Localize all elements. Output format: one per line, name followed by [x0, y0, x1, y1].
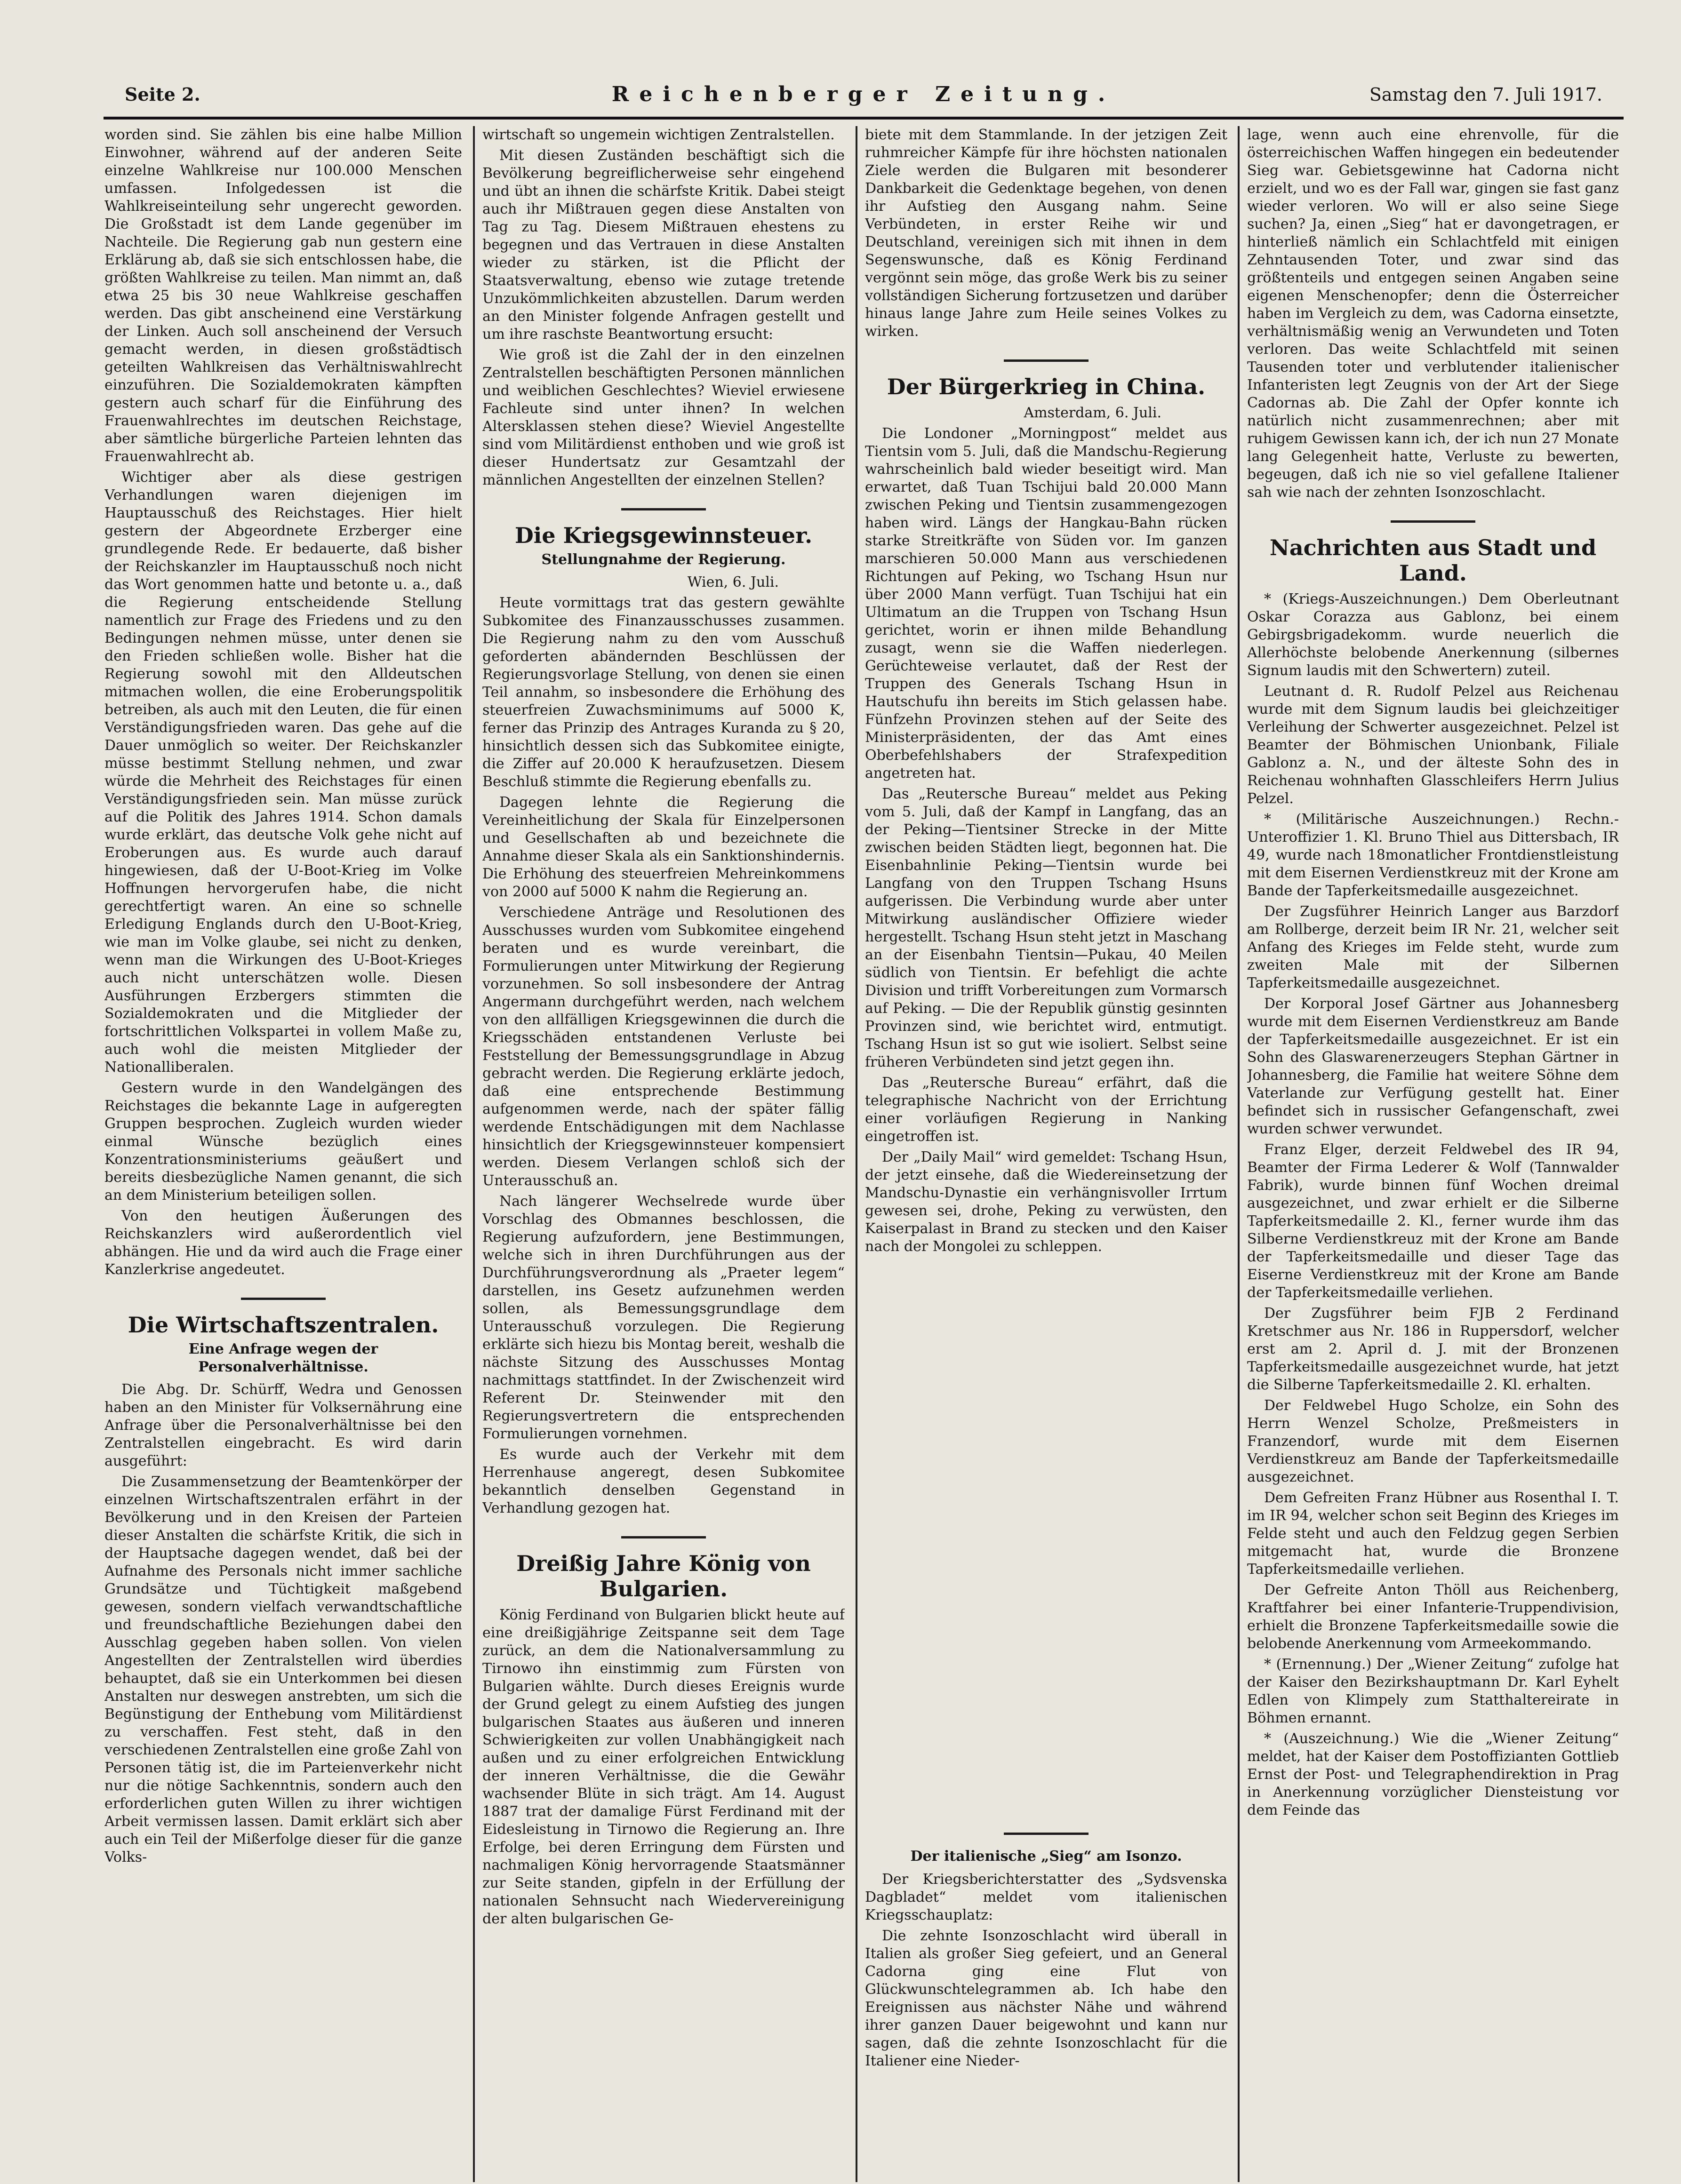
- section-heading: [482, 1536, 845, 1602]
- paragraph: Das „Reutersche Bureau“ meldet aus Peking vom 5. Juli, daß der Kampf in Langfang, das an der Peking—Tientsiner Strecke in der Mitte zwischen beiden Städten liegt, begonnen hat. Die Eisenbahnlinie Peking—Tientsin wurde bei Langfang von den Truppen Tschang Hsuns aufgerissen. Die Verbindung wurde aber unter Mitwirkung ausländischer Offiziere wieder hergestellt. Tschang Hsun steht jetzt in Maschang an der Eisenbahn Tientsin—Pukau, 40 Meilen südlich von Tientsin. Er befehligt die achte Division und trifft Vorbereitungen zum Vormarsch auf Peking. — Die der Republik günstig gesinnten Provinzen sind, wie berichtet wird, entmutigt. Tschang Hsun ist so gut wie isoliert. Selbst seine früheren Verbündeten sind jetzt gegen ihn.: [865, 786, 1227, 1070]
- paragraph: * (Ernennung.) Der „Wiener Zeitung“ zufolge hat der Kaiser den Bezirkshauptmann Dr. Karl Eyhelt Edlen von Klimpely zum Statthaltereirate in Böhmen ernannt.: [1247, 1656, 1619, 1726]
- paragraph: Dem Gefreiten Franz Hübner aus Rosenthal I. T. im IR 94, welcher schon seit Beginn des Krieges im Felde steht und auch den Feldzug gegen Serbien mitgemacht hat, wurde die Bronzene Tapferkeitsmedaille verliehen.: [1247, 1490, 1619, 1578]
- issue-date: Samstag den 7. Juli 1917.: [1369, 84, 1602, 105]
- paragraph: Leutnant d. R. Rudolf Pelzel aus Reichenau wurde mit dem Signum laudis bei gleichzeitiger Verleihung der Schwerter ausgezeichnet. Pelzel ist Beamter der Böhmischen Unionbank, Filiale Gablonz a. N., und der älteste Sohn des in Reichenau wohnhaften Glasschleifers Herrn Julius Pelzel.: [1247, 683, 1619, 807]
- section-title: Der Bürgerkrieg in China.: [887, 374, 1206, 399]
- paragraph: Der Zugsführer beim FJB 2 Ferdinand Kretschmer aus Nr. 186 in Ruppersdorf, welcher erst am 2. April d. J. mit der Bronzenen Tapferkeitsmedaille ausgezeichnet wurde, hat jetzt die Silberne Tapferkeitsmedaille 2. Kl. erhalten.: [1247, 1305, 1619, 1393]
- paragraph: Der „Daily Mail“ wird gemeldet: Tschang Hsun, der jetzt einsehe, daß die Wiedereinsetzung der Mandschu-Dynastie ein verhängnisvoller Irrtum gewesen sei, drohe, Peking zu verwüsten, den Kaiserpalast in Brand zu stecken und den Kaiser nach der Mongolei zu schleppen.: [865, 1149, 1227, 1255]
- column-4: [1247, 126, 1619, 2182]
- section-heading: [482, 508, 845, 569]
- section-heading: [104, 1298, 462, 1376]
- column-1: [104, 126, 462, 2182]
- paragraph: biete mit dem Stammlande. In der jetzigen Zeit ruhmreicher Kämpfe für ihre höchsten nationalen Ziele werden die Bulgaren mit besonderer Dankbarkeit die Gedenktage begehen, von denen ihr Aufstieg den Ausgang nahm. Seine Verbündeten, in erster Reihe wir und Deutschland, vereinigen sich mit ihnen in dem Segenswunsche, daß es König Ferdinand vergönnt sein möge, das große Werk bis zu seiner vollständigen Sicherung fortzusetzen und darüber hinaus lange Jahre zum Heile seines Volkes zu wirken.: [865, 127, 1227, 340]
- paragraph: Das „Reutersche Bureau“ erfährt, daß die telegraphische Nachricht von der Errichtung einer vorläufigen Regierung in Nanking eingetroffen ist.: [865, 1075, 1227, 1145]
- paragraph: Nach längerer Wechselrede wurde über Vorschlag des Obmannes beschlossen, die Regierung aufzufordern, jene Bestimmungen, welche sich in ihren Durchführungen aus der Durchführungsverordnung als „Praeter legem“ darstellen, ins Gesetz aufzunehmen werden sollen, als Bemessungsgrundlage dem Unterausschuß vorzulegen. Die Regierung erklärte sich hiezu bis Montag bereit, weshalb die nächste Sitzung des Ausschusses Montag nachmittags stattfindet. In der Zwischenzeit wird Referent Dr. Steinwender mit den Regierungsvertretern die entsprechenden Formulierungen vornehmen.: [482, 1193, 845, 1442]
- section-title: Nachrichten aus Stadt und Land.: [1269, 535, 1597, 586]
- paragraph: Wie groß ist die Zahl der in den einzelnen Zentralstellen beschäftigten Personen männlichen und weiblichen Geschlechtes? Wieviel erwiesene Fachleute sind unter ihnen? In welchen Altersklassen stehen diese? Wieviel Angestellte sind vom Militärdienst enthoben und wie groß ist dieser Hundertsatz zur Gesamtzahl der männlichen Angestellten der einzelnen Stellen?: [482, 347, 845, 488]
- section-title: Die Wirtschaftszentralen.: [128, 1312, 439, 1338]
- paragraph: Wichtiger aber als diese gestrigen Verhandlungen waren diejenigen im Hauptausschuß des Reichstages. Hier hielt gestern der Abgeordnete Erzberger eine grundlegende Rede. Er bedauerte, daß bisher der Reichskanzler im Hauptausschuß noch nicht das Wort genommen hatte und betonte u. a., daß die Regierung entscheidende Stellung namentlich zur Frage des Friedens und zu den Bedingungen nehmen müsse, unter denen sie den Frieden schließen wolle. Bisher hat die Regierung sowohl mit den Alldeutschen mitmachen wollen, die eine Eroberungspolitik betreiben, als auch mit den Leuten, die für einen Verständigungsfrieden waren. Das gehe auf die Dauer unmöglich so weiter. Der Reichskanzler müsse bestimmt Stellung nehmen, und zwar würde die Mehrheit des Reichstages für einen Verständigungsfrieden sein. Man müsse zurück auf die Politik des Jahres 1914. Schon damals wurde erklärt, das deutsche Volk gehe nicht auf Eroberungen aus. Es wurde auch darauf hingewiesen, daß der U-Boot-Krieg im Volke Hoffnungen hervorgerufen habe, die nicht gerechtfertigt waren. An eine so schnelle Erledigung Englands durch den U-Boot-Krieg, wie man im Volke glaube, sei nicht zu denken, wenn man die Wirkungen des U-Boot-Krieges auch nicht unterschätzen wolle. Diesen Ausführungen Erzbergers stimmten die Sozialdemokraten und die Mitglieder der fortschrittlichen Volkspartei in vollem Maße zu, auch wohl die meisten Mitglieder der Nationalliberalen.: [104, 469, 462, 1076]
- paragraph: Von den heutigen Äußerungen des Reichskanzlers wird außerordentlich viel abhängen. Hie und da wird auch die Frage einer Kanzlerkrise angedeutet.: [104, 1208, 462, 1278]
- header-rule: [104, 117, 1624, 120]
- section-subtitle: Stellungnahme der Regierung.: [541, 551, 786, 568]
- paragraph: Es wurde auch der Verkehr mit dem Herrenhause angeregt, desen Subkomitee bekanntlich denselben Gegenstand in Verhandlung gezogen hat.: [482, 1446, 845, 1516]
- paragraph: Der Korporal Josef Gärtner aus Johannesberg wurde mit dem Eisernen Verdienstkreuz am Bande der Tapferkeitsmedaille ausgezeichnet. Er ist ein Sohn des Glaswarenerzeugers Stephan Gärtner in Johannesberg, die Familie hat weitere Söhne dem Vaterlande zur Verfügung gestellt hat. Einer befindet sich in russischer Gefangenschaft, zwei wurden schwer verwundet.: [1247, 996, 1619, 1137]
- blank-space: [865, 1259, 1227, 1814]
- paragraph: König Ferdinand von Bulgarien blickt heute auf eine dreißigjährige Zeitspanne seit dem Tage zurück, an dem die Nationalversammlung zu Tirnowo ihn einstimmig zum Fürsten von Bulgarien wählte. Durch dieses Ereignis wurde der Grund gelegt zu einem Aufstieg des jungen bulgarischen Staates aus äußeren und inneren Schwierigkeiten zur vollen Unabhängigkeit nach außen und zu einer erfolgreichen Entwicklung der inneren Verhältnisse, die die Gewähr wachsender Blüte in sich trägt. Am 14. August 1887 trat der damalige Fürst Ferdinand mit der Eidesleistung in Tirnowo die Regierung an. Ihre Erfolge, bei deren Erringung dem Fürsten und nachmaligen König hervorragende Staatsmänner zur Seite standen, gipfeln in der Erfüllung der nationalen Sehnsucht nach Wiedervereinigung der alten bulgarischen Ge-: [482, 1607, 845, 1927]
- column-rule: [473, 126, 475, 2182]
- column-2: [482, 126, 845, 2182]
- section-heading: [1247, 520, 1619, 586]
- section-divider: [621, 1536, 706, 1538]
- section-divider: [1391, 520, 1475, 523]
- column-rule: [856, 126, 857, 2182]
- paragraph: Die Zusammensetzung der Beamtenkörper der einzelnen Wirtschaftszentralen erfährt in der Bevölkerung und in den Kreisen der Parteien dieser Anstalten die schärfste Kritik, die sich in der Hauptsache dagegen wendet, daß bei der Aufnahme des Personals nicht immer sachliche Grundsätze und Tüchtigkeit maßgebend gewesen, sondern vielfach verwandtschaftliche und freundschaftliche Beziehungen dabei den Ausschlag gegeben haben sollen. Von vielen Angestellten der Zentralstellen wird überdies behauptet, daß sie ein Unterkommen bei diesen Anstalten nur deswegen anstrebten, um sich die Begünstigung der Enthebung vom Militärdienst zu verschaffen. Fest steht, daß in den verschiedenen Zentralstellen eine große Zahl von Personen tätig ist, die im Parteienverkehr nicht nur die nötige Sachkenntnis, sondern auch den erforderlichen guten Willen zu ihrer wichtigen Arbeit vermissen lassen. Damit erklärt sich aber auch ein Teil der Mißerfolge dieser für die ganze Volks-: [104, 1474, 462, 1865]
- column-rule: [1238, 126, 1240, 2182]
- page-number: Seite 2.: [125, 84, 200, 105]
- paragraph: Der Gefreite Anton Thöll aus Reichenberg, Kraftfahrer bei einer Infanterie-Truppendivision, erhielt die Bronzene Tapferkeitsmedaille sowie die belobende Anerkennung vom Armeekommando.: [1247, 1582, 1619, 1652]
- paragraph: Dagegen lehnte die Regierung die Vereinheitlichung der Skala für Einzelpersonen und Gesellschaften ab und bezeichnete die Annahme dieser Skala als ein Sanktionshindernis. Die Erhöhung des steuerfreien Mehreinkommens von 2000 auf 5000 K nahm die Regierung an.: [482, 794, 845, 900]
- paragraph: Die zehnte Isonzoschlacht wird überall in Italien als großer Sieg gefeiert, und an General Cadorna ging eine Flut von Glückwunschtelegrammen ab. Ich habe den Ereignissen aus nächster Nähe und während ihrer ganzen Dauer beigewohnt und kann nur sagen, daß die zehnte Isonzoschlacht für die Italiener eine Nieder-: [865, 1928, 1227, 2069]
- section-title: Der italienische „Sieg“ am Isonzo.: [910, 1848, 1182, 1865]
- paragraph: Die Abg. Dr. Schürff, Wedra und Genossen haben an den Minister für Volksernährung eine Anfrage über die Personalverhältnisse bei den Zentralstellen eingebracht. Es wird darin ausgeführt:: [104, 1381, 462, 1469]
- newspaper-title: Reichenberger Zeitung.: [611, 82, 1116, 106]
- paragraph: * (Militärische Auszeichnungen.) Rechn.-Unteroffizier 1. Kl. Bruno Thiel aus Dittersbach, IR 49, wurde nach 18monatlicher Frontdienstleistung mit dem Eisernen Verdienstkreuz mit der Krone am Bande der Tapferkeitsmedaille ausgezeichnet.: [1247, 811, 1619, 899]
- paragraph: Gestern wurde in den Wandelgängen des Reichstages die bekannte Lage in aufgeregten Gruppen besprochen. Zugleich wurden wieder einmal Wünsche bezüglich eines Konzentrationsministeriums geäußert und bereits diesbezügliche Namen genannt, die sich an dem Ministerium beteiligen sollen.: [104, 1080, 462, 1204]
- page-header: [125, 82, 1602, 107]
- paragraph: Der Feldwebel Hugo Scholze, ein Sohn des Herrn Wenzel Scholze, Preßmeisters in Franzendorf, wurde mit dem Eisernen Verdienstkreuz am Bande der Tapferkeitsmedaille ausgezeichnet.: [1247, 1397, 1619, 1485]
- paragraph: * (Auszeichnung.) Wie die „Wiener Zeitung“ meldet, hat der Kaiser dem Postoffizianten Gottlieb Ernst der Post- und Telegraphendirektion in Prag in Anerkennung vorzüglicher Diensteistung vor dem Feinde das: [1247, 1730, 1619, 1818]
- paragraph: Verschiedene Anträge und Resolutionen des Ausschusses wurden vom Subkomitee eingehend beraten und es wurde vereinbart, die Formulierungen unter Mitwirkung der Regierung vorzunehmen. So soll insbesondere der Antrag Angermann durchgeführt werden, nach welchem von den allfälligen Kriegsgewinnen die durch die Kriegsschäden entstandenen Verluste bei Feststellung der Bemessungsgrundlage in Abzug gebracht werden. Die Regierung erklärte jedoch, daß eine entsprechende Bestimmung aufgenommen werde, nach der später fällig werdende Entschädigungen mit dem Nachlasse hinsichtlich der Kriegsgewinnsteuer kompensiert werden. Diesem Verlangen schloß sich der Unterausschuß an.: [482, 904, 845, 1189]
- paragraph: worden sind. Sie zählen bis eine halbe Million Einwohner, während auf der anderen Seite einzelne Wahlkreise nur 100.000 Menschen umfassen. Infolgedessen ist die Wahlkreiseinteilung sehr ungerecht geworden. Die Großstadt ist dem Lande gegenüber im Nachteile. Die Regierung gab nun gestern eine Erklärung ab, daß sie sich entschlossen habe, die größten Wahlkreise zu teilen. Man nimmt an, daß etwa 25 bis 30 neue Wahlkreise geschaffen werden. Das gibt anscheinend eine Verstärkung der Linken. Auch soll anscheinend der Versuch gemacht werden, in diesen großstädtisch geteilten Wahlkreisen das Verhältniswahlrecht einzuführen. Die Sozialdemokraten kämpften gestern auch scharf für die Einführung des Frauenwahlrechtes im deutschen Reichstage, aber sämtliche bürgerliche Parteien lehnten das Frauenwahlrecht ab.: [104, 127, 462, 465]
- paragraph: * (Kriegs-Auszeichnungen.) Dem Oberleutnant Oskar Corazza aus Gablonz, bei einem Gebirgsbrigadekomm. wurde neuerlich die Allerhöchste belobende Anerkennung (silbernes Signum laudis mit den Schwertern) zuteil.: [1247, 591, 1619, 679]
- section-heading: [865, 1833, 1227, 1866]
- paragraph: Der Kriegsberichterstatter des „Sydsvenska Dagbladet“ meldet vom italienischen Kriegsschauplatz:: [865, 1871, 1227, 1923]
- section-divider: [1004, 1833, 1089, 1835]
- section-divider: [621, 508, 706, 510]
- paragraph: wirtschaft so ungemein wichtigen Zentralstellen.: [482, 127, 835, 143]
- paragraph: Die Londoner „Morningpost“ meldet aus Tientsin vom 5. Juli, daß die Mandschu-Regierung wahrscheinlich bald wieder beseitigt wird. Man erwartet, daß Tuan Tschijui bald 20.000 Mann zwischen Peking und Tientsin zusammengezogen haben wird. Längs der Hangkau-Bahn rücken starke Streitkräfte von Süden vor. Im ganzen marschieren 50.000 Mann aus verschiedenen Richtungen auf Peking, wo Tschang Hsun nur über 2000 Mann verfügt. Tuan Tschijui hat ein Ultimatum an die Truppen von Tschang Hsun gerichtet, worin er ihnen milde Behandlung zusagt, wenn sie die Waffen niederlegen. Gerüchteweise verlautet, daß der Rest der Truppen des Generals Tschang Hsun in Hautschufu ihn bereits im Stich gelassen habe. Fünfzehn Provinzen stehen auf der Seite des Ministerpräsidenten, der das Amt eines Oberbefehlshabers der Strafexpedition angetreten hat.: [865, 425, 1227, 781]
- paragraph: Franz Elger, derzeit Feldwebel des IR 94, Beamter der Firma Lederer & Wolf (Tannwalder Fabrik), wurde binnen fünf Wochen dreimal ausgezeichnet, und zwar erhielt er die Silberne Tapferkeitsmedaille 2. Kl., ferner wurde ihm das Silberne Verdienstkreuz mit der Krone am Bande der Tapferkeitsmedaille und dieser Tage das Eiserne Verdienstkreuz mit der Krone am Bande der Tapferkeitsmedaille verliehen.: [1247, 1141, 1619, 1301]
- section-title: Dreißig Jahre König von Bulgarien.: [516, 1551, 811, 1602]
- section-title: Die Kriegsgewinnsteuer.: [514, 523, 813, 548]
- dateline: Wien, 6. Juli.: [687, 574, 779, 590]
- paragraph: Heute vormittags trat das gestern gewählte Subkomitee des Finanzausschusses zusammen. Die Regierung nahm zu den vom Ausschuß geforderten abändernden Beschlüssen der Regierungsvorlage Stellung, von denen sie einen Teil annahm, so insbesondere die Erhöhung des steuerfreien Zuwachsminimums auf 5000 K, ferner das Prinzip des Antrages Kuranda zu § 20, hinsichtlich dessen sich das Subkomitee einigte, die Ziffer auf 20.000 K heraufzusetzen. Diesem Beschluß stimmte die Regierung ebenfalls zu.: [482, 595, 845, 790]
- section-divider: [1004, 359, 1089, 362]
- section-divider: [241, 1298, 326, 1300]
- paragraph: Der Zugsführer Heinrich Langer aus Barzdorf am Rollberge, derzeit beim IR Nr. 21, welcher seit Anfang des Krieges im Felde steht, wurde zum zweiten Male mit der Silbernen Tapferkeitsmedaille ausgezeichnet.: [1247, 903, 1619, 991]
- section-heading: [865, 359, 1227, 399]
- paragraph: lage, wenn auch eine ehrenvolle, für die österreichischen Waffen hingegen ein bedeutender Sieg war. Gebietsgewinne hat Cadorna nicht erzielt, und wo es der Fall war, gingen sie fast ganz wieder verloren. Wo will er also seine Siege suchen? Ja, einen „Sieg“ hat er davongetragen, er hinterließ nämlich ein Schlachtfeld mit einigen Zehntausenden Toter, und zwar sind das größtenteils und entgegen seinen Angaben seine eigenen Menschenopfer; denn die Österreicher haben im Vergleich zu dem, was Cadorna einsetzte, verhältnismäßig wenig an Verwundeten und Toten verloren. Das weite Schlachtfeld mit seinen Tausenden toter und verblutender italienischer Infanteristen legt Zeugnis von der Art der Siege Cadornas ab. Die Zahl der Opfer konnte ich natürlich nicht zusammenrechnen; aber mit ruhigem Gewissen kann ich, der ich nun 27 Monate lang Gelegenheit hatte, Verluste zu bewerten, begeugen, daß ich nie so viel gefallene Italiener sah wie nach der zehnten Isonzoschlacht.: [1247, 127, 1619, 501]
- section-subtitle: Eine Anfrage wegen der Personalverhältnisse.: [188, 1341, 378, 1375]
- paragraph: Mit diesen Zuständen beschäftigt sich die Bevölkerung begreiflicherweise sehr eingehend und übt an ihnen die schärfste Kritik. Dabei steigt auch ihr Mißtrauen gegen diese Anstalten von Tag zu Tag. Diesem Mißtrauen ehestens zu begegnen und das Vertrauen in diese Anstalten wieder zu stärken, ist die Pflicht der Staatsverwaltung, ebenso wie zutage tretende Unzukömmlichkeiten abzustellen. Darum werden an den Minister folgende Anfragen gestellt und um ihre raschste Beantwortung ersucht:: [482, 147, 845, 343]
- column-3: [865, 126, 1227, 2182]
- dateline: Amsterdam, 6. Juli.: [1024, 405, 1161, 421]
